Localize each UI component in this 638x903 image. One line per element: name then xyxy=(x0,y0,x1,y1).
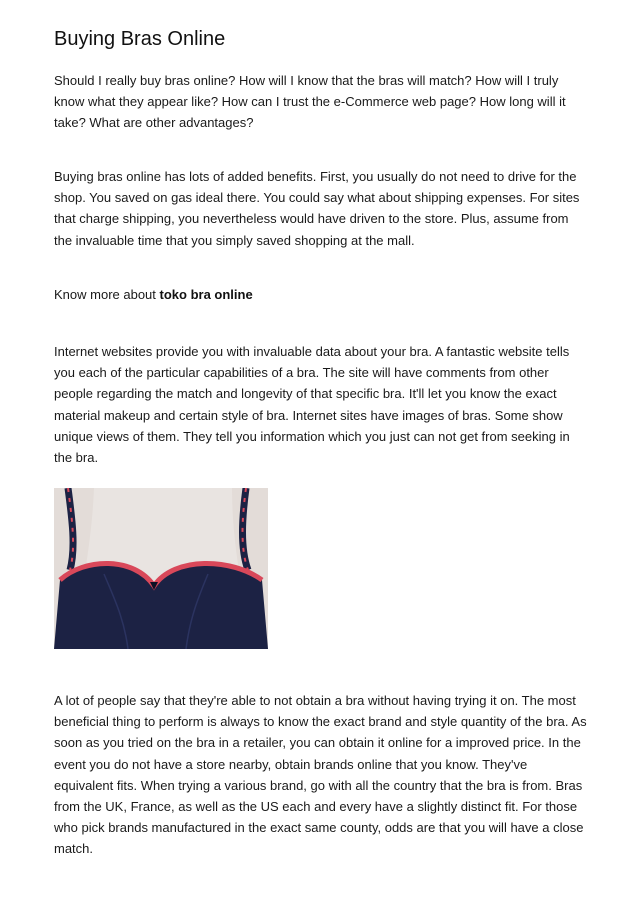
paragraph-benefits: Buying bras online has lots of added benefits. First, you usually do not need to drive for the shop. You saved on gas ideal there. You could say what about shipping expenses. For sites that charge shipping, you nevertheless would have driven to the store. Plus, assume from the invaluable time that you simply saved shopping at the mall. xyxy=(54,169,580,248)
paragraph-intro-questions: Should I really buy bras online? How will I know that the bras will match? How will I truly know what they appear like? How can I trust the e-Commerce web page? How long will it take? What are other advantages? xyxy=(54,73,566,131)
know-more-prefix: Know more about xyxy=(54,287,160,302)
toko-bra-online-link[interactable]: toko bra online xyxy=(159,287,253,302)
paragraph-website-info: Internet websites provide you with invaluable data about your bra. A fantastic website tells you each of the particular capabilities of a bra. The site will have comments from other people regarding the match and longevity of that specific bra. It'll let you know the exact material makeup and certain style of bra. Internet sites have images of bras. Some show unique views of them. They tell you information which you just can not get from seeking in the bra. xyxy=(54,344,570,466)
paragraph-trying-on: A lot of people say that they're able to not obtain a bra without having trying it on. The most beneficial thing to perform is always to know the exact brand and style quantity of the bra. As soon as you tried on the bra in a retailer, you can obtain it online for a improved price. In the event you do not have a store nearby, obtain brands online that you know. They've equivalent fits. When trying a various brand, go with all the country that the bra is from. Bras from the UK, France, as well as the US each and every have a slightly distinct fit. For those who pick brands manufactured in the exact same county, odds are that you will have a close match. xyxy=(54,693,587,857)
bra-photo-illustration xyxy=(54,488,268,649)
bra-product-photo xyxy=(54,488,268,649)
page-title: Buying Bras Online xyxy=(54,28,226,50)
paragraph-know-more xyxy=(54,284,590,305)
